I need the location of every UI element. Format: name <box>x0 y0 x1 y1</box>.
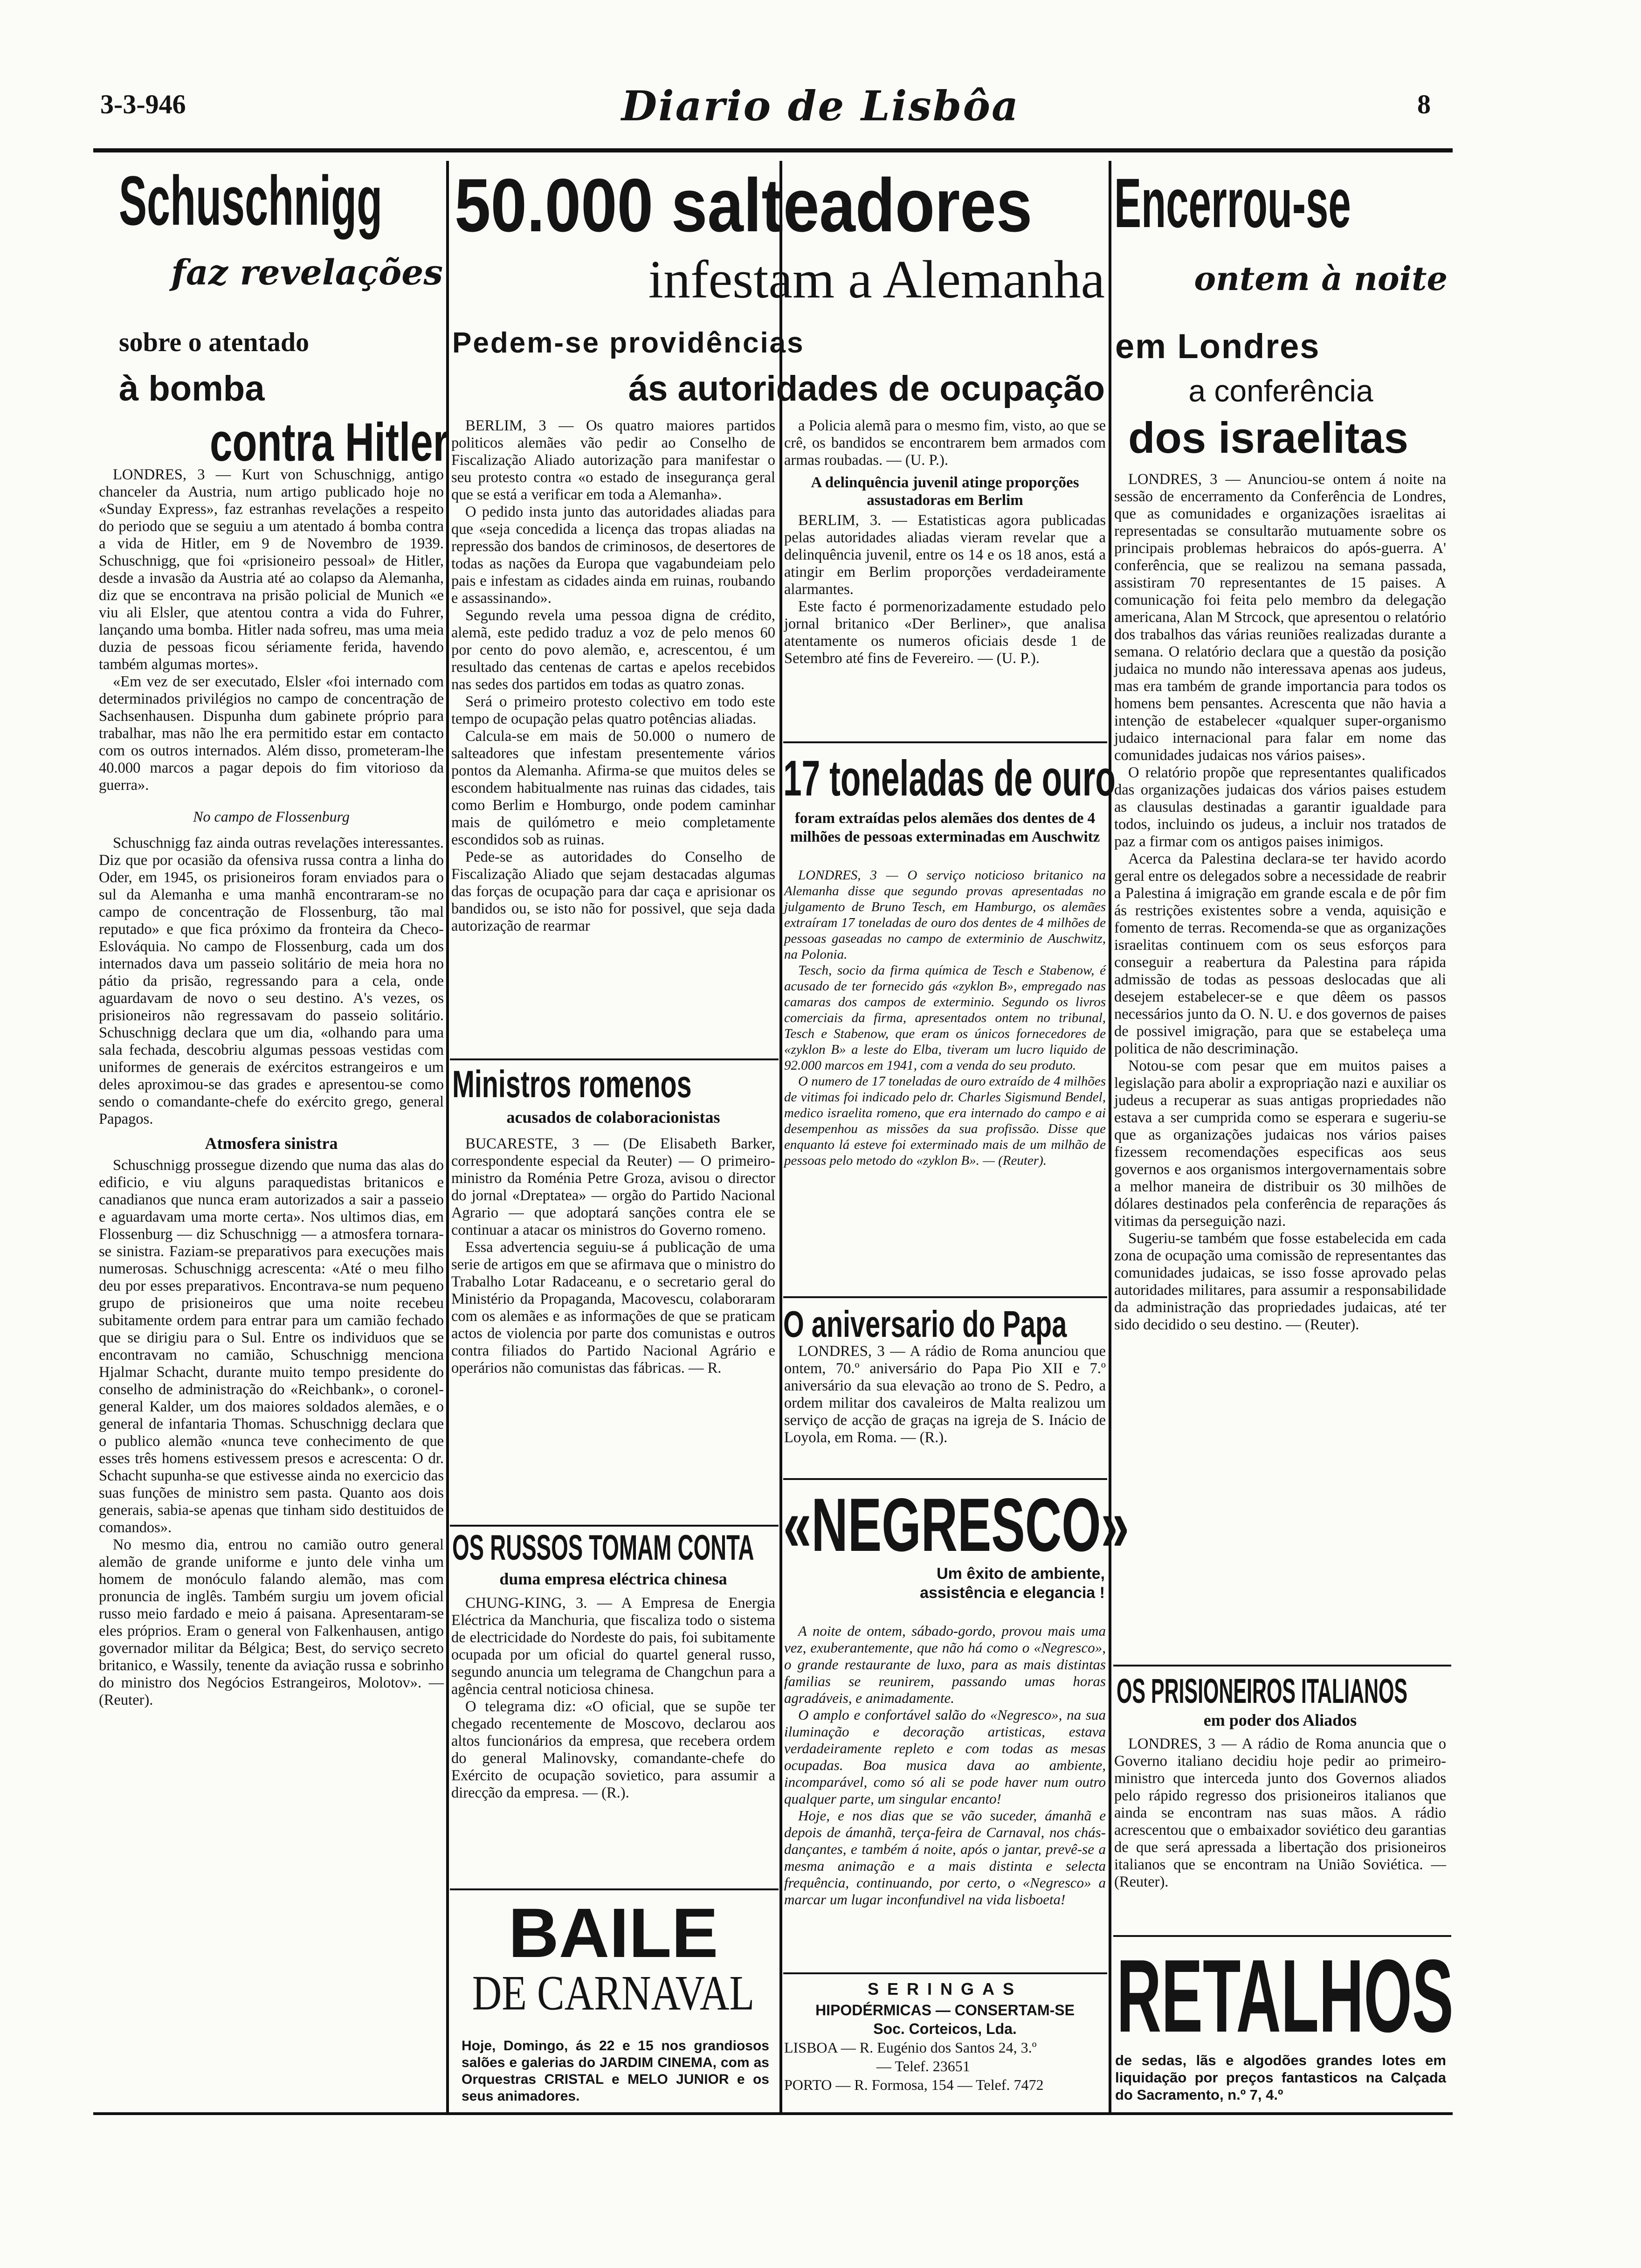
paragraph: LONDRES, 3 — Kurt von Schuschnigg, antigo chanceler da Austria, num artigo publicado hoje no «Sunday Express», faz estranhas revelações a respeito do periodo que se seguiu a um atentado á bomba contra a vida de Hitler, em 9 de Novembro de 1939. Schuschnigg, que foi «prisioneiro pessoal» de Hitler, desde a invasão da Austria até ao colapso da Alemanha, diz que se encontrava na prisão policial de Munich «e viu ali Elsler, que atentou contra a vida do Fuhrer, lançando uma bomba. Hitler nada sofreu, mas uma meia duzia de pessoas ficou sériamente ferida, havendo também algumas mortes». <box>99 466 444 673</box>
paragraph: LONDRES, 3 — A rádio de Roma anunciou que ontem, 70.º aniversário do Papa Pio XII e 7.º aniversário da sua elevação ao trono de S. Pedro, a ordem militar dos cavaleiros de Malta realizou um serviço de acção de graças na igreja de S. Inácio de Loyola, em Roma. — (R.). <box>784 1343 1106 1446</box>
section-rule <box>783 1972 1107 1974</box>
salteadores-headline: 50.000 salteadores <box>455 163 1033 248</box>
schuschnigg-deck-2: sobre o atentado <box>119 327 310 357</box>
paragraph: O relatório propõe que representantes qualificados das organizações judaicas dos vários paises estudem as clausulas destinadas a garantir igualdade para todos, incluindo os judeus, a incluir nos tratados de paz a firmar com os antigos paises inimigos. <box>1114 764 1446 850</box>
paragraph: Essa advertencia seguiu-se á publicação de uma serie de artigos em que se afirmava que o ministro do Trabalho Lotar Radaceanu, e o secretario geral do Ministério da Propaganda, Macovescu, colaboraram com os alemães e as informações de que se praticam actos de violencia por parte dos comunistas e outros contra filiados do Partido Nacional Agrário e operários não comunistas das fábricas. — R. <box>451 1239 775 1376</box>
schuschnigg-headline: Schuschnigg <box>119 161 383 240</box>
salteadores-body-b <box>784 417 1106 667</box>
prisioneiros-body <box>1114 1736 1446 1891</box>
subhead-delinquencia: A delinquência juvenil atinge proporções assustadoras em Berlim <box>811 474 1079 509</box>
paragraph: Será o primeiro protesto colectivo em todo este tempo de ocupação pelas quatro potências aliadas. <box>451 693 775 727</box>
paragraph: Schuschnigg prossegue dizendo que numa das alas do edificio, e viu alguns paraquedistas britanicos e canadianos que nunca eram autorizados a sair a passeio e aguardavam uma morte certa». Nos ultimos dias, em Flossenburg — diz Schuschnigg — a atmosfera tornara-se sinistra. Faziam-se preparativos para execuções mais numerosas. Schuschnigg acrescenta: «Até o meu filho deu por esses preparativos. Encontrava-se num pequeno grupo de prisioneiros que uma noite recebeu subitamente ordem para entrar para um camião fechado que se dirigiu para o Sul. Entre os individuos que se encontravam no camião, Schuschnigg menciona Hjalmar Schacht, durante muito tempo presidente do conselho de administração do «Reichbank», o coronel-general Kalder, um dos maiores soldados alemães, e o general de infantaria Thomas. Schuschnigg declara que o publico alemão «nunca teve conhecimento de que esses três homens estivessem presos e acrescenta: O dr. Schacht supunha-se que estivesse ainda no exercicio das suas funções de ministro sem pasta. Quanto aos dois generais, sabia-se apenas que tinham sido destituidos de comandos». <box>99 1157 444 1536</box>
papa-headline: O aniversario do Papa <box>783 1303 1067 1345</box>
encerrou-deck-3: a conferência <box>1188 373 1373 408</box>
paragraph: A noite de ontem, sábado-gordo, provou mais uma vez, exuberantemente, que não há como o «Negresco», o grande restaurante de luxo, para as mais distintas familias se reunirem, passando umas horas agradáveis, e animadamente. <box>784 1623 1106 1706</box>
ministros-headline: Ministros romenos <box>452 1063 692 1106</box>
paragraph: Calcula-se em mais de 50.000 o numero de salteadores que infestam presentemente vários pontos da Alemanha. Afirma-se que muitos deles se escondem habitualmente nas ruinas das cidades, tais como Berlim e Homburgo, onde podem caminhar mais de quilómetro e meio completamente escondidos sob as ruinas. <box>451 728 775 848</box>
encerrou-body <box>1114 471 1446 1334</box>
paragraph: Schuschnigg faz ainda outras revelações interessantes. Diz que por ocasião da ofensiva russa contra a linha do Oder, em 1945, os prisioneiros foram enviados para o sul da Alemanha e uma manhã encontraram-se no campo de concentração de Flossenburg, tão mal reputado» e que fica próximo da fronteira da Checo-Eslováquia. No campo de Flossenburg, cada um dos internados dava um passeio solitário de meia hora no pátio da prisão, regressando para a cela, onde aguardavam de novo o seu destino. A's vezes, os prisioneiros não regressavam do passeio solitário. Schuschnigg declara que um dia, «olhando para uma sala fechada, descobriu algumas pessoas vestidas com uniformes de generais de exércitos estrangeiros e um deles aproximou-se das grades e apresentou-se como sendo o comandante-chefe do exército grego, general Papagos. <box>99 835 444 1127</box>
schuschnigg-deck-1: faz revelações <box>171 253 443 293</box>
subhead-flossenburg: No campo de Flossenburg <box>193 808 350 825</box>
paragraph: O telegrama diz: «O oficial, que se supõe ter chegado recentemente de Moscovo, declarou aos altos funcionários da empresa, que recebera ordem do general Malinovsky, comandante-chefe do Exército de ocupação sovietico, para assumir a direcção da empresa. — (R.). <box>451 1698 775 1801</box>
header-rule <box>93 148 1453 152</box>
salteadores-deck-2: Pedem-se providências <box>452 327 805 359</box>
seringas-line-2: Soc. Corteicos, Lda. <box>873 2020 1017 2037</box>
baile-text: Hoje, Domingo, ás 22 e 15 nos grandiosos salões e galerias do JARDIM CINEMA, com as Orquestras CRISTAL e MELO JUNIOR e os seus animadores. <box>462 2038 769 2104</box>
paragraph: CHUNG-KING, 3. — A Empresa de Energia Eléctrica da Manchuria, que fiscaliza todo o sistema de electricidade do Nordeste do pais, foi subitamente ocupada por um oficial do quartel general russo, segundo anuncia um telegrama de Changchun para a agência central noticiosa chinesa. <box>451 1595 775 1698</box>
salteadores-deck-1: infestam a Alemanha <box>648 250 1105 310</box>
paragraph: a Policia alemã para o mesmo fim, visto, ao que se crê, os bandidos se encontrarem bem armados com armas roubadas. — (U. P.). <box>784 417 1106 469</box>
ouro-deck: foram extraídas pelos alemães dos dentes de 4 milhões de pessoas exterminadas em Auschwitz <box>790 810 1100 845</box>
negresco-body <box>784 1623 1106 1908</box>
seringas-line-3: LISBOA — R. Eugénio dos Santos 24, 3.º <box>784 2039 1037 2056</box>
negresco-name: «NEGRESCO» <box>783 1483 1129 1567</box>
page-number: 8 <box>1417 89 1431 119</box>
encerrou-deck-2: em Londres <box>1115 327 1320 366</box>
paragraph: Hoje, e nos dias que se vão suceder, ámanhã e depois de ámanhã, terça-feira de Carnaval, nos chás-dançantes, e também á noite, após o jantar, prevê-se a mesma animação e a mais distinta e selecta frequência, continuando, por certo, o «Negresco» a marcar um lugar inconfundivel na vida lisboeta! <box>784 1807 1106 1908</box>
salteadores-body-a <box>451 417 775 935</box>
section-rule <box>1113 1935 1451 1937</box>
section-rule <box>1113 1665 1451 1666</box>
paragraph: Tesch, socio da firma química de Tesch e Stabenow, é acusado de ter fornecido gás «zyklon B», empregado nas camaras dos campos de exterminio. Segundo os livros comerciais da firma, apresentados ontem no tribunal, Tesch e Stabenow, que eram os únicos fornecedores de «zyklon B» a leste do Elba, tiveram um lucro liquido de 92.000 marcos em 1941, com a venda do seu produto. <box>784 963 1106 1073</box>
ministros-deck: acusados de colaboracionistas <box>506 1108 720 1127</box>
paragraph: O amplo e confortável salão do «Negresco», na sua iluminação e decoração artisticas, estava verdadeiramente repleto e com todas as mesas ocupadas. Boa musica dava ao ambiente, incomparável, como só ali se pode haver num outro qualquer parte, um singular encanto! <box>784 1707 1106 1807</box>
section-rule <box>783 1296 1107 1298</box>
paragraph: Pede-se as autoridades do Conselho de Fiscalização Aliado que sejam destacadas algumas das forças de ocupação para dar caça e aprisionar os bandidos ou, se isto não for possivel, que seja dada autorização de rearmar <box>451 849 775 934</box>
section-rule <box>450 1888 779 1890</box>
russos-body <box>451 1595 775 1802</box>
ministros-body <box>451 1135 775 1377</box>
schuschnigg-deck-4: contra Hitler <box>210 412 449 472</box>
schuschnigg-deck-3: à bomba <box>119 369 265 408</box>
encerrou-deck-4: dos israelitas <box>1128 413 1408 462</box>
masthead: Diario de Lisbôa <box>621 82 1020 130</box>
paragraph: «Em vez de ser executado, Elsler «foi internado com determinados privilégios no campo de concentração de Sachsenhausen. Dispunha dum gabinete próprio para trabalhar, mas não lhe era permitido estar em contacto com os outros internados. Além disso, prometeram-lhe 40.000 marcos a pagar depois do fim vitorioso da guerra». <box>99 673 444 794</box>
ouro-headline: 17 toneladas de ouro <box>783 750 1116 806</box>
paragraph: O pedido insta junto das autoridades aliadas para que «seja concedida a licença das tropas aliadas na repressão dos bandos de criminosos, de desertores de todas as nações da Europa que vagabundeiam pelo pais e infestam as cidades ainda em ruinas, roubando e assassinando». <box>451 504 775 607</box>
paragraph: LONDRES, 3 — A rádio de Roma anuncia que o Governo italiano decidiu hoje pedir ao primeiro-ministro que interceda junto dos Governos aliados pelo rápido regresso dos prisioneiros italianos que ainda se encontram nas suas mãos. A rádio acrescentou que o embaixador soviético deu garantias de que será apressada a libertação dos prisioneiros italianos que se encontram na União Soviética. — (Reuter). <box>1114 1736 1446 1890</box>
baile-title: BAILE <box>508 1894 718 1972</box>
paragraph: Acerca da Palestina declara-se ter havido acordo geral entre os delegados sobre a necessidade de reabrir a Palestina á imigração em grande escala e de pôr fim ás restrições existentes sobre a venda, aquisição e fomento de terras. Recomenda-se que as organizações israelitas continuem com os seus esforços para conseguir a reabertura da Palestina para rápida admissão de todas as pessoas deslocadas que ali desejem estabelecer-se e que dêem os passos necessários junto da O. N. U. e dos governos de paises de possivel imigração, para que se estabeleça uma politica de não descriminação. <box>1114 850 1446 1057</box>
prisioneiros-headline: OS PRISIONEIROS ITALIANOS <box>1117 1672 1407 1710</box>
paragraph: O numero de 17 toneladas de ouro extraído de 4 milhões de vitimas foi indicado pelo dr. Charles Sigismund Bendel, medico israelita romeno, que era internado do campo e ai desempenhou as missões da sua profissão. Disse que enquanto lá esteve foi exterminado mais de um milhão de pessoas pelo metodo do «zyklon B». — (Reuter). <box>784 1074 1106 1168</box>
seringas-line-5: PORTO — R. Formosa, 154 — Telef. 7472 <box>784 2076 1044 2093</box>
paragraph: BERLIM, 3. — Estatisticas agora publicadas pelas autoridades aliadas vieram revelar que a delinquência juvenil, entre os 14 e os 18 anos, está a atingir em Berlim proporções verdadeiramente alarmantes. <box>784 512 1106 598</box>
paragraph: BUCARESTE, 3 — (De Elisabeth Barker, correspondente especial da Reuter) — O primeiro-ministro da Roménia Petre Groza, avisou o director do jornal «Dreptatea» — orgão do Partido Nacional Agrario — que adoptará sanções contra ele se continuar a atacar os ministros do Governo romeno. <box>451 1135 775 1238</box>
prisioneiros-deck: em poder dos Aliados <box>1203 1711 1357 1729</box>
paragraph: Notou-se com pesar que em muitos paises a legislação para abolir a expropriação nazi e auxiliar os judeus a recuperar as suas antigas propriedades não estava a ser cumprida como se esperara e sugeriu-se que as organizações judaicas nos vários paises fizessem recomendações especificas aos seus governos e aos organismos intergovernamentais sobre a melhor maneira de distribuir os 30 milhões de dólares destinados pela conferência de reparações ás vitimas da perseguição nazi. <box>1114 1058 1446 1230</box>
section-rule <box>783 1478 1107 1480</box>
paragraph: Segundo revela uma pessoa digna de crédito, alemã, este pedido traduz a voz de pelo menos 60 por cento do povo alemão, e, acrescentou, é um resultado das centenas de cartas e apelos recebidos nas sedes dos partidos em todas as quatro zonas. <box>451 607 775 693</box>
encerrou-headline: Encerrou-se <box>1114 164 1351 242</box>
paragraph: Sugeriu-se também que fosse estabelecida em cada zona de ocupação uma comissão de representantes das comunidades judaicas, se isso fosse aprovado pelas autoridades militares, para assumir a responsabilidade da administração das propriedades judaicas, até ter sido decidido o seu destino. — (Reuter). <box>1114 1230 1446 1333</box>
paragraph: BERLIM, 3 — Os quatro maiores partidos politicos alemães vão pedir ao Conselho de Fiscalização Aliado autorização para manifestar o seu protesto contra «o estado de insegurança geral que se está a verificar em toda a Alemanha». <box>451 417 775 503</box>
subhead-atmosfera: Atmosfera sinistra <box>205 1134 338 1153</box>
schuschnigg-body <box>99 466 444 1709</box>
paragraph: Este facto é pormenorizadamente estudado pelo jornal britanico «Der Berliner», que analisa atentamente os numeros oficiais desde 1 de Setembro até fins de Fevereiro. — (U. P.). <box>784 598 1106 667</box>
seringas-line-4: — Telef. 23651 <box>876 2058 970 2074</box>
paragraph: No mesmo dia, entrou no camião outro general alemão de grande uniforme e junto dele vinha um homem de monóculo falando alemão, mas com pronuncia de inglês. Também surgiu um jovem oficial russo meio fardado e meio á paisana. Apresentaram-se eles próprios. Eram o general von Falkenhausen, antigo governador militar da Bélgica; Best, do serviço secreto britanico, e Wassily, tenente da aviação russa e sobrinho do ministro dos Negócios Estrangeiros, Molotov». — (Reuter). <box>99 1536 444 1708</box>
section-rule <box>450 1525 779 1527</box>
negresco-tagline: Um êxito de ambiente, assistência e elegancia ! <box>920 1565 1105 1602</box>
russos-headline: OS RUSSOS TOMAM CONTA <box>452 1528 754 1568</box>
seringas-title: SERINGAS <box>867 1979 1023 1998</box>
footer-rule <box>93 2112 1453 2115</box>
ouro-body <box>784 867 1106 1169</box>
baile-subtitle: DE CARNAVAL <box>472 1966 755 2021</box>
paragraph: LONDRES, 3 — O serviço noticioso britanico na Alemanha disse que segundo provas apresentadas no julgamento de Bruno Tesch, em Hamburgo, os alemães extraíram 17 toneladas de ouro dos dentes de 4 milhões de pessoas gaseadas no campo de exterminio de Auschwitz, na Polonia. <box>784 868 1106 962</box>
paragraph: LONDRES, 3 — Anunciou-se ontem á noite na sessão de encerramento da Conferência de Londres, que as comunidades e organizações israelitas ai representadas se consultarão mutuamente sobre os principais problemas hebraicos do após-guerra. A' conferência, que se realizou na semana passada, assistiram 70 representantes de 15 paises. A comunicação foi feita pelo membro da delegação americana, Alan M Strcock, que apresentou o relatório dos trabalhos das várias reuniões realizadas durante a semana. O relatório declara que a questão da posição judaica no mundo não interessava apenas aos judeus, mas era também de grande importancia para todos os homens bem pensantes. Acrescenta que não havia a intenção de estabelecer «qualquer super-organismo judaico internacional para falar em nome das comunidades judaicas nos vários paises». <box>1114 471 1446 764</box>
section-rule <box>783 741 1107 743</box>
section-rule <box>450 1058 779 1060</box>
encerrou-deck-1: ontem à noite <box>1194 259 1448 298</box>
issue-date: 3-3-946 <box>100 89 186 119</box>
papa-body <box>784 1343 1106 1446</box>
salteadores-deck-3: ás autoridades de ocupação <box>628 369 1105 408</box>
column-rule <box>1109 161 1111 2112</box>
russos-deck: duma empresa eléctrica chinesa <box>499 1570 727 1588</box>
retalhos-title: RETALHOS <box>1117 1938 1454 2054</box>
retalhos-text: de sedas, lãs e algodões grandes lotes em liquidação por preços fantasticos na Calçada do Sacramento, n.º 7, 4.º <box>1115 2052 1446 2103</box>
column-rule <box>779 161 782 2112</box>
seringas-line-1: HIPODÉRMICAS — CONSERTAM-SE <box>815 2002 1075 2019</box>
